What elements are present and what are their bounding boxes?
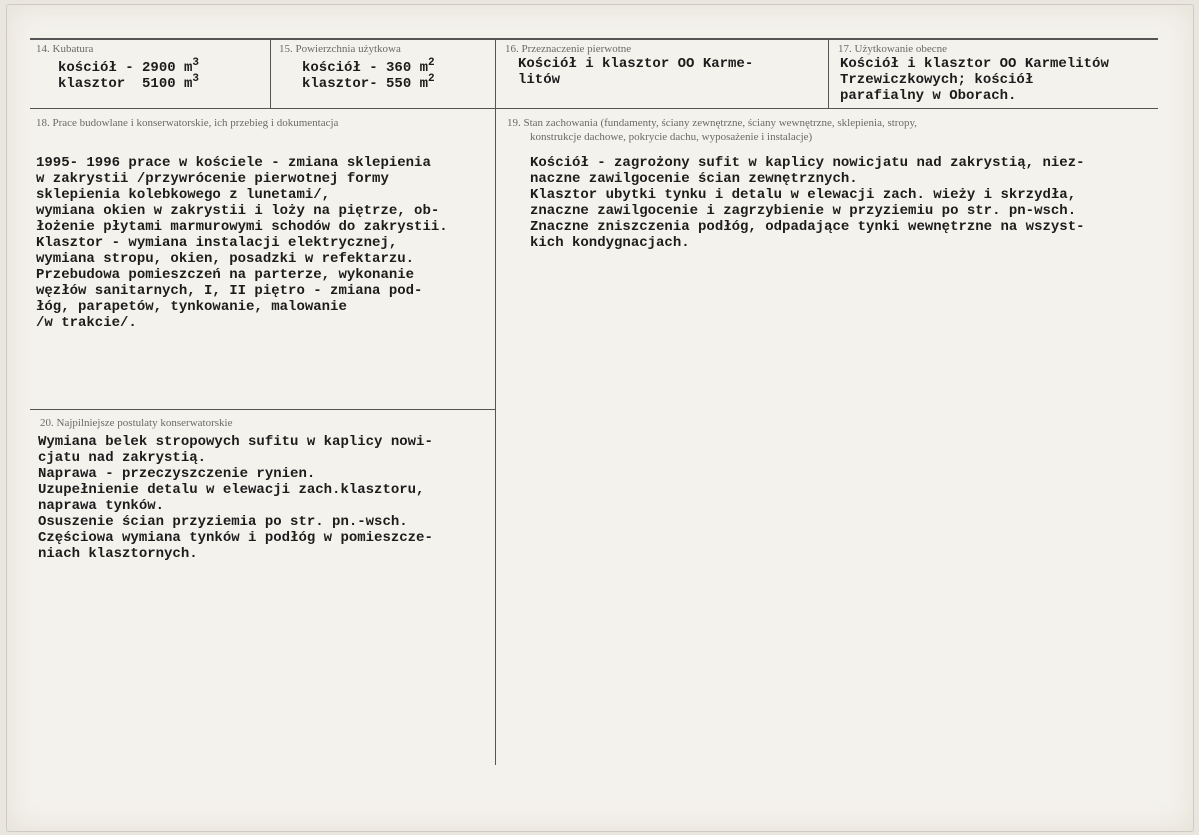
field-15-line-2: klasztor- 550 $m^2$ bbox=[302, 73, 435, 92]
field-20-line-2: cjatu nad zakrystią. bbox=[38, 450, 207, 466]
top-rule bbox=[30, 38, 1158, 40]
field20-top-rule bbox=[30, 409, 495, 410]
field-20-line-3: Naprawa - przeczyszczenie rynien. bbox=[38, 466, 316, 482]
field-15-line-1: kościół - 360 $m^2$ bbox=[302, 57, 435, 76]
field-18-line-5: łożenie płytami marmurowymi schodów do zakrystii. bbox=[36, 219, 448, 235]
row1-bottom-rule bbox=[30, 108, 1158, 109]
field-17-label: 17. Użytkowanie obecne bbox=[838, 43, 948, 55]
divider-16-17 bbox=[828, 38, 829, 108]
field-15-label: 15. Powierzchnia użytkowa bbox=[279, 43, 401, 55]
field-19-line-2: naczne zawilgocenie ścian zewnętrznych. bbox=[530, 171, 858, 187]
field-19-line-1: Kościół - zagrożony sufit w kaplicy nowicjatu nad zakrystią, niez- bbox=[530, 155, 1085, 171]
field-20-line-4: Uzupełnienie detalu w elewacji zach.klasztoru, bbox=[38, 482, 425, 498]
field-16-label: 16. Przeznaczenie pierwotne bbox=[505, 43, 632, 55]
field-20-line-8: niach klasztornych. bbox=[38, 546, 198, 562]
field-18-line-6: Klasztor - wymiana instalacji elektrycznej, bbox=[36, 235, 398, 251]
field-17-line-3: parafialny w Oborach. bbox=[840, 88, 1017, 104]
field-14-line-2: klasztor 5100 $m^3$ bbox=[58, 73, 200, 92]
field-18-line-1: 1995- 1996 prace w kościele - zmiana sklepienia bbox=[36, 155, 431, 171]
field-20-label: 20. Najpilniejsze postulaty konserwatorskie bbox=[40, 417, 233, 429]
field-18-line-10: łóg, parapetów, tynkowanie, malowanie bbox=[36, 299, 347, 315]
field-17-line-2: Trzewiczkowych; kościół bbox=[840, 72, 1034, 88]
field-18-line-9: węzłów sanitarnych, I, II piętro - zmiana pod- bbox=[36, 283, 423, 299]
field-19-label-line-2: konstrukcje dachowe, pokrycie dachu, wyposażenie i instalacje) bbox=[530, 131, 813, 143]
field-20-line-6: Osuszenie ścian przyziemia po str. pn.-wsch. bbox=[38, 514, 408, 530]
field-18-line-7: wymiana stropu, okien, posadzki w refektarzu. bbox=[36, 251, 415, 267]
divider-14-15 bbox=[270, 38, 271, 108]
field-19-line-6: kich kondygnacjach. bbox=[530, 235, 690, 251]
field-19-line-4: znaczne zawilgocenie i zagrzybienie w przyziemiu po str. pn-wsch. bbox=[530, 203, 1077, 219]
field-19-line-3: Klasztor ubytki tynku i detalu w elewacji zach. wieży i skrzydła, bbox=[530, 187, 1077, 203]
divider-15-16 bbox=[495, 38, 496, 765]
field-18-line-3: sklepienia kolebkowego z lunetami/, bbox=[36, 187, 331, 203]
field-14-label: 14. Kubatura bbox=[36, 43, 94, 55]
field-14-line-1: kościół - 2900 $m^3$ bbox=[58, 57, 200, 76]
field-20-line-1: Wymiana belek stropowych sufitu w kaplicy nowi- bbox=[38, 434, 433, 450]
field-19-line-5: Znaczne zniszczenia podłóg, odpadające tynki wewnętrzne na wszyst- bbox=[530, 219, 1085, 235]
field-18-line-8: Przebudowa pomieszczeń na parterze, wykonanie bbox=[36, 267, 415, 283]
field-20-line-7: Częściowa wymiana tynków i podłóg w pomieszcze- bbox=[38, 530, 433, 546]
field-20-line-5: naprawa tynków. bbox=[38, 498, 165, 514]
field-18-label: 18. Prace budowlane i konserwatorskie, ich przebieg i dokumentacja bbox=[36, 117, 339, 129]
field-18-line-11: /w trakcie/. bbox=[36, 315, 137, 331]
field-16-line-2: litów bbox=[518, 72, 561, 88]
field-19-label-line-1: 19. Stan zachowania (fundamenty, ściany zewnętrzne, ściany wewnętrzne, sklepienia, stropy, bbox=[507, 117, 918, 129]
field-18-line-4: wymiana okien w zakrystii i loży na piętrze, ob- bbox=[36, 203, 440, 219]
field-16-line-1: Kościół i klasztor OO Karme- bbox=[518, 56, 754, 72]
field-17-line-1: Kościół i klasztor OO Karmelitów bbox=[840, 56, 1109, 72]
field-18-line-2: w zakrystii /przywrócenie pierwotnej formy bbox=[36, 171, 389, 187]
